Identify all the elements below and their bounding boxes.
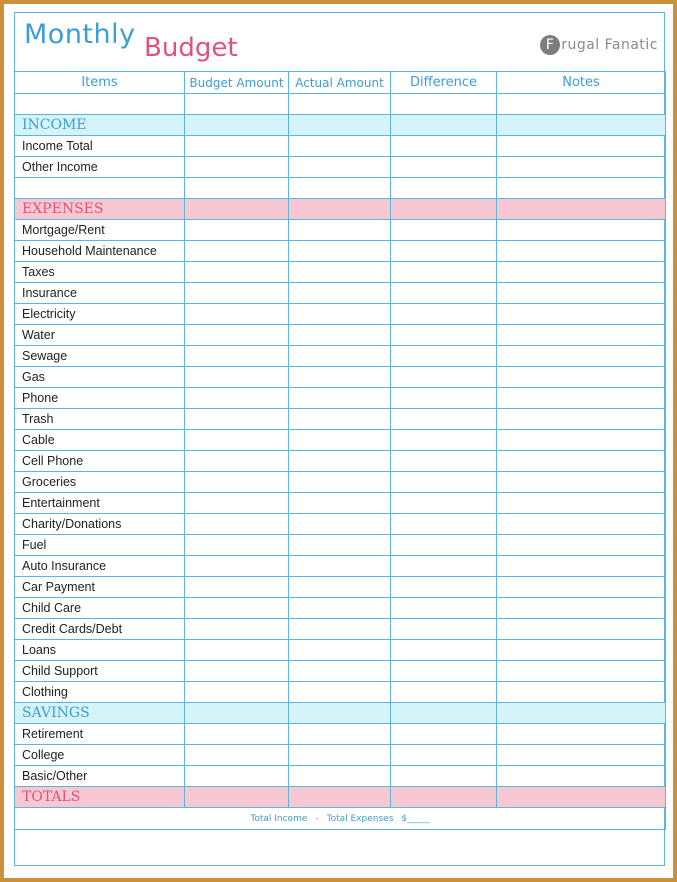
entry-cell[interactable] xyxy=(391,535,497,556)
entry-cell[interactable] xyxy=(391,325,497,346)
entry-cell[interactable] xyxy=(185,157,289,178)
entry-cell[interactable] xyxy=(185,262,289,283)
entry-cell[interactable] xyxy=(497,640,666,661)
item-label: Sewage xyxy=(15,346,185,367)
entry-cell[interactable] xyxy=(289,556,391,577)
entry-cell[interactable] xyxy=(497,766,666,787)
entry-cell[interactable] xyxy=(497,199,666,220)
item-cell[interactable] xyxy=(15,94,185,115)
entry-cell[interactable] xyxy=(391,241,497,262)
entry-cell[interactable] xyxy=(497,535,666,556)
entry-cell[interactable] xyxy=(185,640,289,661)
item-label: Groceries xyxy=(15,472,185,493)
item-label: Household Maintenance xyxy=(15,241,185,262)
item-label: Child Care xyxy=(15,598,185,619)
item-label: Loans xyxy=(15,640,185,661)
item-label: Insurance xyxy=(15,283,185,304)
entry-cell[interactable] xyxy=(289,367,391,388)
item-label: Cell Phone xyxy=(15,451,185,472)
entry-cell[interactable] xyxy=(391,283,497,304)
entry-cell[interactable] xyxy=(497,178,666,199)
table-row xyxy=(15,619,666,640)
entry-cell[interactable] xyxy=(185,577,289,598)
entry-cell[interactable] xyxy=(185,178,289,199)
entry-cell[interactable] xyxy=(289,766,391,787)
empty-row xyxy=(15,178,666,199)
entry-cell[interactable] xyxy=(289,640,391,661)
formula-note xyxy=(15,808,666,830)
entry-cell[interactable] xyxy=(497,262,666,283)
entry-cell[interactable] xyxy=(391,703,497,724)
brand-mark-icon: F xyxy=(540,35,560,55)
table-row xyxy=(15,304,666,325)
entry-cell[interactable] xyxy=(497,241,666,262)
table-row xyxy=(15,661,666,682)
entry-cell[interactable] xyxy=(289,535,391,556)
entry-cell[interactable] xyxy=(391,430,497,451)
entry-cell[interactable] xyxy=(497,304,666,325)
column-header-items: Items xyxy=(15,72,185,94)
entry-cell[interactable] xyxy=(185,115,289,136)
item-label: Gas xyxy=(15,367,185,388)
entry-cell[interactable] xyxy=(497,388,666,409)
entry-cell[interactable] xyxy=(185,493,289,514)
entry-cell[interactable] xyxy=(497,661,666,682)
entry-cell[interactable] xyxy=(185,745,289,766)
entry-cell[interactable] xyxy=(289,682,391,703)
table-row xyxy=(15,283,666,304)
entry-cell[interactable] xyxy=(185,367,289,388)
entry-cell[interactable] xyxy=(391,346,497,367)
entry-cell[interactable] xyxy=(185,703,289,724)
entry-cell[interactable] xyxy=(289,346,391,367)
section-label-savings: SAVINGS xyxy=(15,703,185,724)
table-row xyxy=(15,409,666,430)
item-label: Entertainment xyxy=(15,493,185,514)
entry-cell[interactable] xyxy=(497,409,666,430)
table-row xyxy=(15,430,666,451)
entry-cell[interactable] xyxy=(391,115,497,136)
entry-cell[interactable] xyxy=(185,535,289,556)
section-label-expenses: EXPENSES xyxy=(15,199,185,220)
entry-cell[interactable] xyxy=(289,451,391,472)
section-row-savings xyxy=(15,703,666,724)
entry-cell[interactable] xyxy=(185,787,289,808)
item-label: Auto Insurance xyxy=(15,556,185,577)
entry-cell[interactable] xyxy=(391,661,497,682)
entry-cell[interactable] xyxy=(185,619,289,640)
table-row xyxy=(15,220,666,241)
section-label-totals: TOTALS xyxy=(15,787,185,808)
item-label: Income Total xyxy=(15,136,185,157)
entry-cell[interactable] xyxy=(289,493,391,514)
entry-cell[interactable] xyxy=(391,766,497,787)
entry-cell[interactable] xyxy=(391,94,497,115)
entry-cell[interactable] xyxy=(185,682,289,703)
table-row xyxy=(15,598,666,619)
entry-cell[interactable] xyxy=(497,619,666,640)
table-row xyxy=(15,493,666,514)
table-row xyxy=(15,367,666,388)
section-row-expenses xyxy=(15,199,666,220)
brand-text: rugal Fanatic xyxy=(561,37,658,53)
column-header-budget-amount: Budget Amount xyxy=(185,72,289,94)
entry-cell[interactable] xyxy=(185,514,289,535)
column-header-row xyxy=(15,72,666,94)
item-label: Child Support xyxy=(15,661,185,682)
item-cell[interactable] xyxy=(15,178,185,199)
item-label: Mortgage/Rent xyxy=(15,220,185,241)
budget-table-body xyxy=(15,94,666,830)
entry-cell[interactable] xyxy=(185,283,289,304)
entry-cell[interactable] xyxy=(289,661,391,682)
entry-cell[interactable] xyxy=(391,262,497,283)
entry-cell[interactable] xyxy=(185,241,289,262)
entry-cell[interactable] xyxy=(289,136,391,157)
entry-cell[interactable] xyxy=(185,325,289,346)
entry-cell[interactable] xyxy=(391,178,497,199)
entry-cell[interactable] xyxy=(497,283,666,304)
entry-cell[interactable] xyxy=(289,409,391,430)
table-row xyxy=(15,388,666,409)
entry-cell[interactable] xyxy=(497,346,666,367)
entry-cell[interactable] xyxy=(497,493,666,514)
formula-result: $_____ xyxy=(401,813,430,824)
table-row xyxy=(15,724,666,745)
entry-cell[interactable] xyxy=(185,346,289,367)
entry-cell[interactable] xyxy=(497,325,666,346)
entry-cell[interactable] xyxy=(289,304,391,325)
worksheet-frame xyxy=(14,12,665,866)
entry-cell[interactable] xyxy=(289,514,391,535)
entry-cell[interactable] xyxy=(391,640,497,661)
entry-cell[interactable] xyxy=(391,745,497,766)
entry-cell[interactable] xyxy=(497,220,666,241)
entry-cell[interactable] xyxy=(185,661,289,682)
entry-cell[interactable] xyxy=(185,598,289,619)
entry-cell[interactable] xyxy=(497,724,666,745)
table-row xyxy=(15,157,666,178)
entry-cell[interactable] xyxy=(185,430,289,451)
entry-cell[interactable] xyxy=(185,220,289,241)
table-row xyxy=(15,535,666,556)
item-label: Water xyxy=(15,325,185,346)
entry-cell[interactable] xyxy=(391,724,497,745)
entry-cell[interactable] xyxy=(497,94,666,115)
entry-cell[interactable] xyxy=(185,556,289,577)
entry-cell[interactable] xyxy=(497,451,666,472)
entry-cell[interactable] xyxy=(497,157,666,178)
entry-cell[interactable] xyxy=(289,178,391,199)
table-row xyxy=(15,640,666,661)
entry-cell[interactable] xyxy=(185,766,289,787)
entry-cell[interactable] xyxy=(391,220,497,241)
entry-cell[interactable] xyxy=(391,157,497,178)
entry-cell[interactable] xyxy=(289,787,391,808)
title-budget: Budget xyxy=(144,33,238,63)
entry-cell[interactable] xyxy=(289,724,391,745)
table-row xyxy=(15,682,666,703)
entry-cell[interactable] xyxy=(289,388,391,409)
table-row xyxy=(15,136,666,157)
item-label: Basic/Other xyxy=(15,766,185,787)
title-monthly: Monthly xyxy=(24,19,136,50)
item-label: Retirement xyxy=(15,724,185,745)
formula-row xyxy=(15,808,666,830)
entry-cell[interactable] xyxy=(391,493,497,514)
entry-cell[interactable] xyxy=(289,115,391,136)
entry-cell[interactable] xyxy=(497,556,666,577)
item-label: Trash xyxy=(15,409,185,430)
entry-cell[interactable] xyxy=(185,199,289,220)
entry-cell[interactable] xyxy=(391,598,497,619)
item-label: Cable xyxy=(15,430,185,451)
table-row xyxy=(15,472,666,493)
entry-cell[interactable] xyxy=(391,619,497,640)
item-label: Clothing xyxy=(15,682,185,703)
entry-cell[interactable] xyxy=(185,409,289,430)
empty-row xyxy=(15,94,666,115)
brand-logo xyxy=(540,35,658,55)
entry-cell[interactable] xyxy=(497,598,666,619)
entry-cell[interactable] xyxy=(185,451,289,472)
entry-cell[interactable] xyxy=(391,409,497,430)
entry-cell[interactable] xyxy=(391,472,497,493)
entry-cell[interactable] xyxy=(289,283,391,304)
entry-cell[interactable] xyxy=(391,514,497,535)
entry-cell[interactable] xyxy=(185,94,289,115)
entry-cell[interactable] xyxy=(391,136,497,157)
item-label: Phone xyxy=(15,388,185,409)
entry-cell[interactable] xyxy=(391,682,497,703)
section-row-totals xyxy=(15,787,666,808)
entry-cell[interactable] xyxy=(289,619,391,640)
entry-cell[interactable] xyxy=(289,94,391,115)
entry-cell[interactable] xyxy=(289,157,391,178)
entry-cell[interactable] xyxy=(497,136,666,157)
item-label: Other Income xyxy=(15,157,185,178)
entry-cell[interactable] xyxy=(289,220,391,241)
entry-cell[interactable] xyxy=(391,367,497,388)
entry-cell[interactable] xyxy=(289,241,391,262)
entry-cell[interactable] xyxy=(185,136,289,157)
item-label: Electricity xyxy=(15,304,185,325)
entry-cell[interactable] xyxy=(497,472,666,493)
entry-cell[interactable] xyxy=(391,199,497,220)
item-label: Car Payment xyxy=(15,577,185,598)
item-label: Fuel xyxy=(15,535,185,556)
entry-cell[interactable] xyxy=(497,430,666,451)
entry-cell[interactable] xyxy=(497,745,666,766)
table-row xyxy=(15,325,666,346)
entry-cell[interactable] xyxy=(185,304,289,325)
entry-cell[interactable] xyxy=(391,304,497,325)
entry-cell[interactable] xyxy=(497,367,666,388)
entry-cell[interactable] xyxy=(391,388,497,409)
entry-cell[interactable] xyxy=(289,472,391,493)
column-header-difference: Difference xyxy=(391,72,497,94)
entry-cell[interactable] xyxy=(391,577,497,598)
table-row xyxy=(15,766,666,787)
entry-cell[interactable] xyxy=(391,451,497,472)
entry-cell[interactable] xyxy=(497,577,666,598)
entry-cell[interactable] xyxy=(497,703,666,724)
item-label: Charity/Donations xyxy=(15,514,185,535)
table-row xyxy=(15,262,666,283)
entry-cell[interactable] xyxy=(391,556,497,577)
section-label-income: INCOME xyxy=(15,115,185,136)
item-label: Credit Cards/Debt xyxy=(15,619,185,640)
entry-cell[interactable] xyxy=(185,724,289,745)
table-row xyxy=(15,346,666,367)
item-label: College xyxy=(15,745,185,766)
formula-operator: - xyxy=(315,813,319,824)
table-row xyxy=(15,745,666,766)
formula-total-income: Total Income xyxy=(250,813,308,824)
entry-cell[interactable] xyxy=(497,115,666,136)
entry-cell[interactable] xyxy=(289,262,391,283)
column-header-notes: Notes xyxy=(497,72,666,94)
entry-cell[interactable] xyxy=(289,745,391,766)
column-header-actual-amount: Actual Amount xyxy=(289,72,391,94)
formula-total-expenses: Total Expenses xyxy=(326,813,394,824)
entry-cell[interactable] xyxy=(185,388,289,409)
table-row xyxy=(15,556,666,577)
item-label: Taxes xyxy=(15,262,185,283)
entry-cell[interactable] xyxy=(497,787,666,808)
entry-cell[interactable] xyxy=(391,787,497,808)
entry-cell[interactable] xyxy=(289,325,391,346)
entry-cell[interactable] xyxy=(497,514,666,535)
entry-cell[interactable] xyxy=(185,472,289,493)
table-row xyxy=(15,577,666,598)
entry-cell[interactable] xyxy=(497,682,666,703)
table-row xyxy=(15,241,666,262)
worksheet-header xyxy=(15,13,664,71)
entry-cell[interactable] xyxy=(289,199,391,220)
table-row xyxy=(15,514,666,535)
budget-table xyxy=(14,71,666,830)
section-row-income xyxy=(15,115,666,136)
budget-sheet xyxy=(4,4,673,878)
table-row xyxy=(15,451,666,472)
entry-cell[interactable] xyxy=(289,703,391,724)
entry-cell[interactable] xyxy=(289,598,391,619)
entry-cell[interactable] xyxy=(289,577,391,598)
entry-cell[interactable] xyxy=(289,430,391,451)
